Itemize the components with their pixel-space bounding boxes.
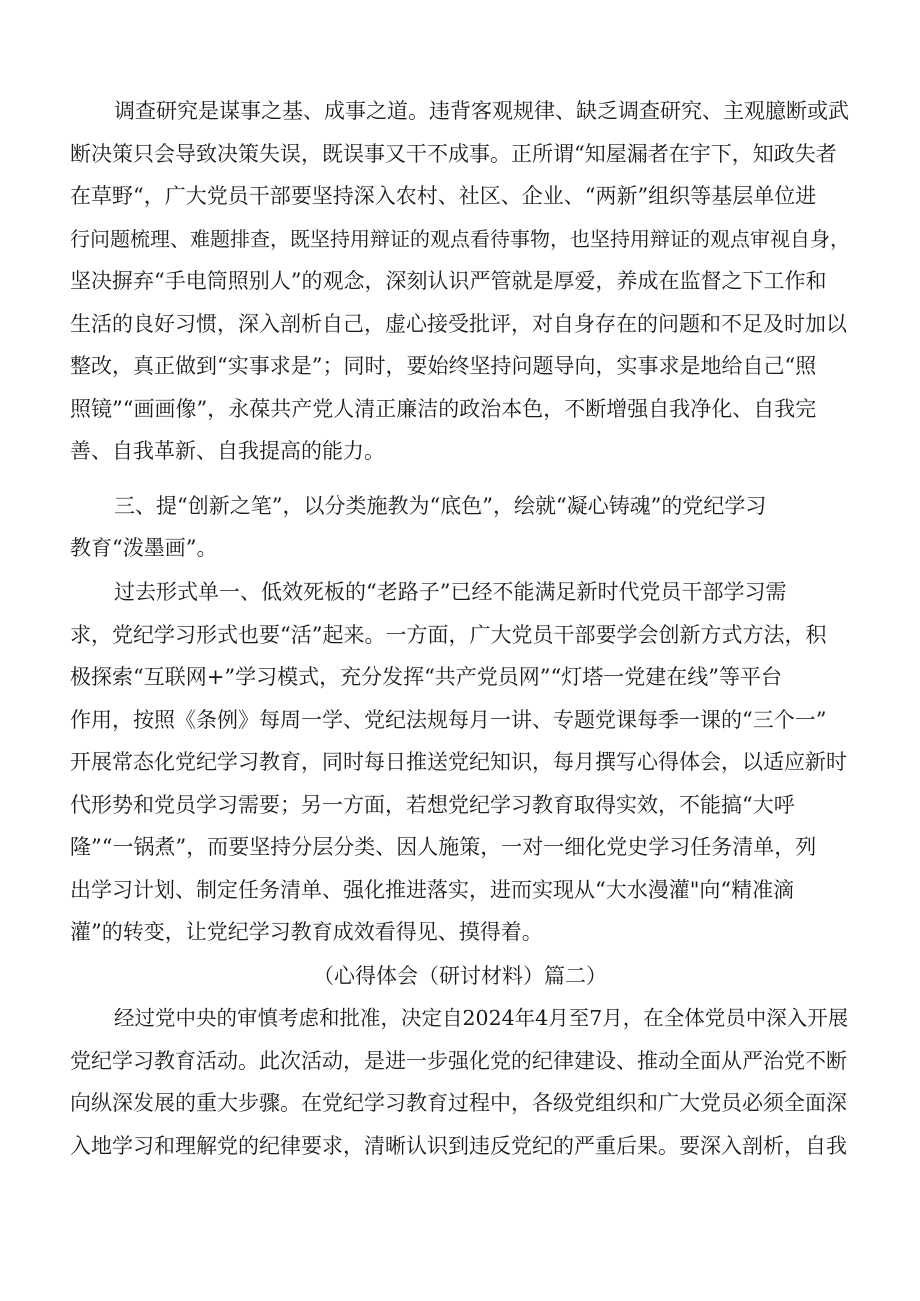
paragraph-line: 经过党中央的审慎考虑和批准，决定自2024年4月至7月，在全体党员中深入开展: [114, 1006, 849, 1030]
paragraph-line: 在草野“，广大党员干部要坚持深入农村、社区、企业、“两新”组织等基层单位进: [70, 184, 817, 208]
paragraph-line: 出学习计划、制定任务清单、强化推进落实，进而实现从“大水漫灌"向“精准滴: [70, 878, 795, 902]
section-heading: 教育“泼墨画”。: [70, 536, 218, 560]
section-heading: 三、提“创新之笔”，以分类施教为“底色”，绘就“凝心铸魂”的党纪学习: [114, 494, 767, 518]
paragraph-line: 代形势和党员学习需要；另一方面，若想党纪学习教育取得实效，不能搞“大呼: [70, 793, 795, 817]
paragraph-line: 善、自我革新、自我提高的能力。: [70, 439, 385, 463]
paragraph-line: 党纪学习教育活动。此次活动，是进一步强化党的纪律建设、推动全面从严治党不断: [70, 1049, 847, 1073]
paragraph-line: 照镜”“画画像”，永葆共产党人清正廉洁的政治本色，不断增强自我净化、自我完: [70, 397, 817, 421]
paragraph-line: 入地学习和理解党的纪律要求，清晰认识到违反党纪的严重后果。要深入剖析，自我: [70, 1134, 847, 1158]
paragraph-line: 断决策只会导致决策失误，既误事又干不成事。正所谓“知屋漏者在宇下，知政失者: [70, 142, 837, 166]
paragraph-line: 坚决摒弃“手电筒照别人”的观念，深刻认识严管就是厚爱，养成在监督之下工作和: [70, 269, 827, 293]
paragraph-line: 作用，按照《条例》每周一学、党纪法规每月一讲、专题党课每季一课的“三个一”: [70, 708, 827, 732]
paragraph-line: 向纵深发展的重大步骤。在党纪学习教育过程中，各级党组织和广大党员必须全面深: [70, 1091, 847, 1115]
paragraph-line: 灌”的转变，让党纪学习教育成效看得见、摸得着。: [70, 920, 543, 944]
paragraph-line: 生活的良好习惯，深入剖析自己，虚心接受批评，对自身存在的问题和不足及时加以: [70, 312, 847, 336]
paragraph-line: 隆”“一锅煮”，而要坚持分层分类、因人施策，一对一细化党史学习任务清单，列: [70, 835, 817, 859]
article-subtitle: （心得体会（研讨材料）篇二）: [313, 964, 607, 988]
paragraph-line: 求，党纪学习形式也要“活”起来。一方面，广大党员干部要学会创新方式方法，积: [70, 623, 827, 647]
paragraph-line: 行问题梳理、难题排查，既坚持用辩证的观点看待事物，也坚持用辩证的观点审视自身，: [70, 227, 850, 251]
paragraph-line: 开展常态化党纪学习教育，同时每日推送党纪知识，每月撰写心得体会，以适应新时: [70, 750, 847, 774]
paragraph-line: 调查研究是谋事之基、成事之道。违背客观规律、缺乏调查研究、主观臆断或武: [114, 99, 849, 123]
paragraph-line: 整改，真正做到“实事求是”；同时，要始终坚持问题导向，实事求是地给自己“照: [70, 354, 817, 378]
paragraph-line: 过去形式单一、低效死板的“老路子”已经不能满足新时代党员干部学习需: [114, 580, 787, 604]
paragraph-line: 极探索“互联网+”学习模式，充分发挥“共产党员网”“灯塔一党建在线”等平台: [70, 665, 783, 689]
